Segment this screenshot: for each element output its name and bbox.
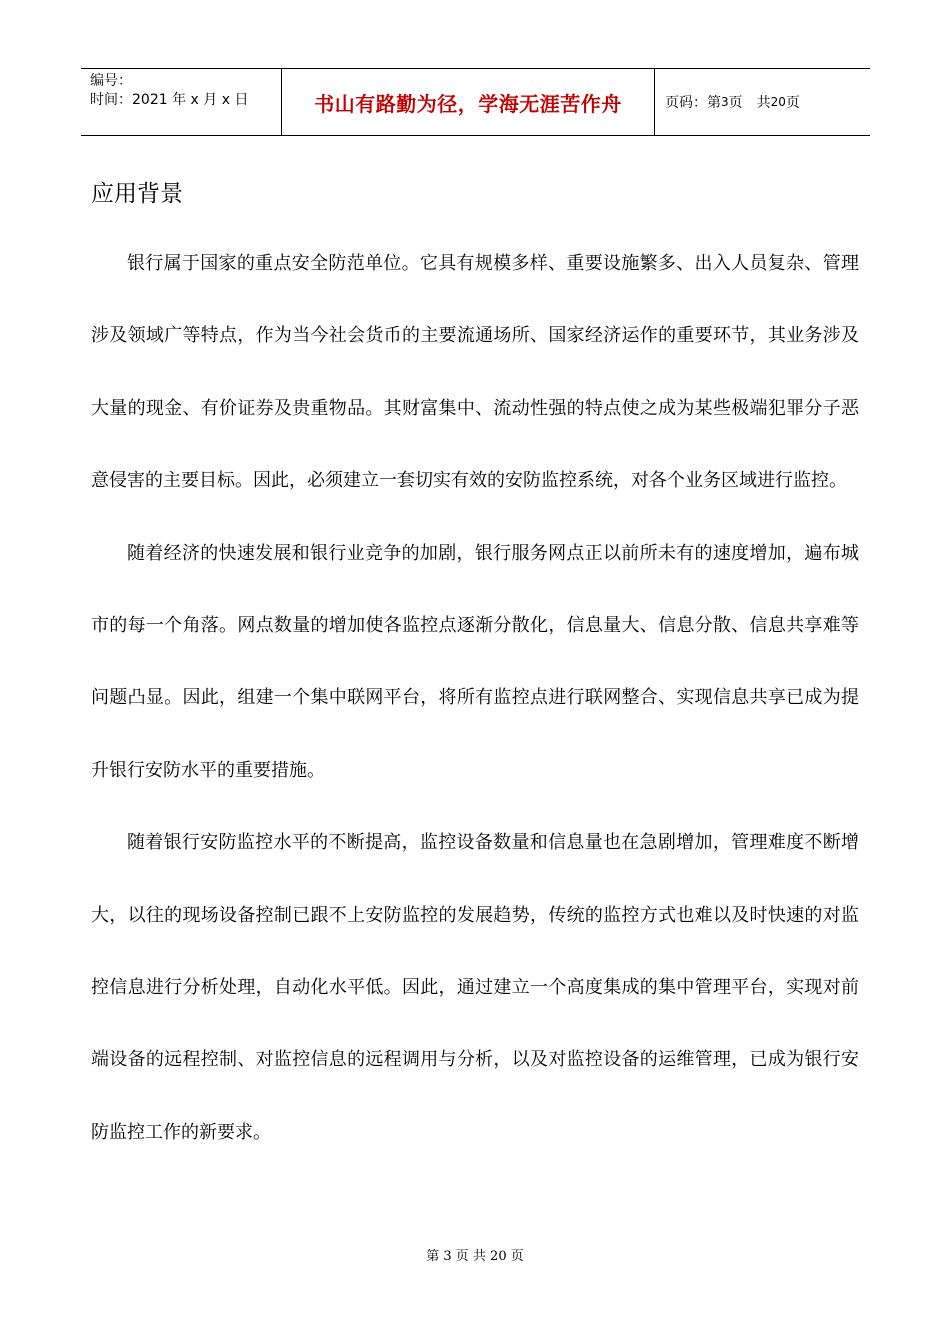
header-info-cell <box>81 69 282 135</box>
paragraph-3: 随着银行安防监控水平的不断提高，监控设备数量和信息量也在急剧增加，管理难度不断增大，以往的现场设备控制已跟不上安防监控的发展趋势，传统的监控方式也难以及时快速的对监控信息进行分析处理，自动化水平低。因此，通过建立一个高度集成的集中管理平台，实现对前端设备的远程控制、对监控信息的远程调用与分析，以及对监控设备的运维管理，已成为银行安防监控工作的新要求。 <box>91 832 859 1143</box>
header-motto-cell <box>282 69 655 135</box>
page-current: 3 <box>721 95 729 109</box>
motto-text: 书山有路勤为径，学海无涯苦作舟 <box>314 91 622 116</box>
section-title: 应用背景 <box>91 181 183 207</box>
date-label: 时间：2021 年 x 月 x 日 <box>90 92 249 108</box>
page-prefix: 页码：第 <box>665 95 721 111</box>
page-suffix: 页 <box>785 95 800 111</box>
page-middle: 页 共 <box>728 95 771 111</box>
body-text <box>91 228 859 1169</box>
paragraph-2: 随着经济的快速发展和银行业竞争的加剧，银行服务网点正以前所未有的速度增加，遍布城市的每一个角落。网点数量的增加使各监控点逐渐分散化，信息量大、信息分散、信息共享难等问题凸显。因此，组建一个集中联网平台，将所有监控点进行联网整合、实现信息共享已成为提升银行安防水平的重要措施。 <box>91 542 859 781</box>
page-total: 20 <box>770 95 786 109</box>
header-page-cell <box>655 69 870 135</box>
page-footer: 第 3 页 共 20 页 <box>426 1249 524 1264</box>
document-header <box>81 68 870 136</box>
paragraph-1: 银行属于国家的重点安全防范单位。它具有规模多样、重要设施繁多、出入人员复杂、管理涉及领域广等特点，作为当今社会货币的主要流通场所、国家经济运作的重要环节，其业务涉及大量的现金、有价证券及贵重物品。其财富集中、流动性强的特点使之成为某些极端犯罪分子恶意侵害的主要目标。因此，必须建立一套切实有效的安防监控系统，对各个业务区域进行监控。 <box>91 253 859 492</box>
serial-number-label: 编号： <box>90 73 132 89</box>
